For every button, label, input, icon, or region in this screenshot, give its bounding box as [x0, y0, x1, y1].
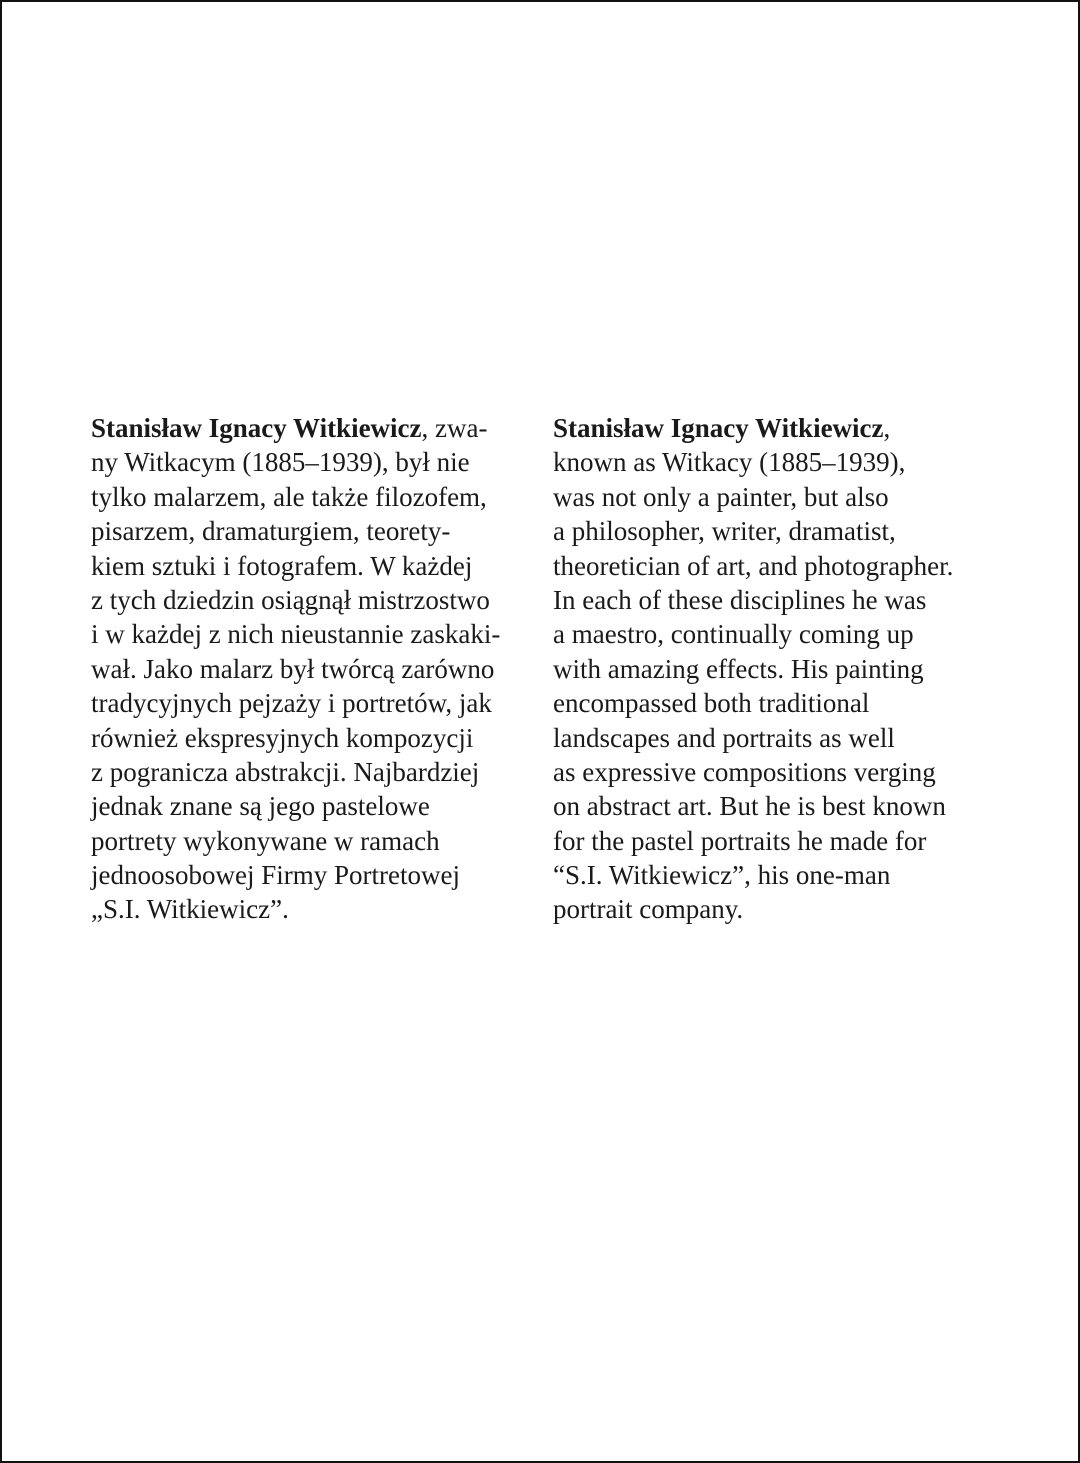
polish-line: pisarzem, dramaturgiem, teorety-	[91, 516, 451, 547]
english-line: “S.I. Witkiewicz”, his one-man	[553, 860, 891, 891]
english-line: known as Witkacy (1885–1939),	[553, 447, 906, 478]
english-line: encompassed both traditional	[553, 688, 870, 719]
polish-first-line	[91, 411, 500, 445]
polish-line: jednak znane są jego pastelowe	[91, 791, 430, 822]
polish-line: tradycyjnych pejzaży i portretów, jak	[91, 688, 492, 719]
polish-line: portrety wykonywane w ramach	[91, 825, 440, 856]
english-first-line-rest: ,	[883, 413, 891, 443]
english-line: for the pastel portraits he made for	[553, 825, 927, 856]
english-line: as expressive compositions verging	[553, 756, 936, 787]
polish-line: kiem sztuki i fotografem. W każdej	[91, 550, 473, 581]
polish-first-line-rest: , zwa-	[421, 413, 488, 443]
english-line: portrait company.	[553, 894, 744, 925]
polish-text-column	[91, 411, 500, 927]
english-line: with amazing effects. His painting	[553, 653, 924, 684]
english-line: a maestro, continually coming up	[553, 619, 914, 650]
polish-line: „S.I. Witkiewicz”.	[91, 894, 289, 925]
english-line: theoretician of art, and photographer.	[553, 550, 954, 581]
english-line: a philosopher, writer, dramatist,	[553, 516, 896, 547]
polish-author-name: Stanisław Ignacy Witkiewicz	[91, 413, 422, 443]
polish-line: i w każdej z nich nieustannie zaskaki-	[91, 619, 501, 650]
english-line: landscapes and portraits as well	[553, 722, 895, 753]
english-first-line	[553, 411, 953, 445]
polish-line: tylko malarzem, ale także filozofem,	[91, 481, 487, 512]
polish-line: z pogranicza abstrakcji. Najbardziej	[91, 756, 480, 787]
english-line: In each of these disciplines he was	[553, 584, 927, 615]
polish-line: jednoosobowej Firmy Portretowej	[91, 860, 460, 891]
english-text-column	[553, 411, 953, 927]
english-line: on abstract art. But he is best known	[553, 791, 946, 822]
polish-line: ny Witkacym (1885–1939), był nie	[91, 447, 470, 478]
english-author-name: Stanisław Ignacy Witkiewicz	[553, 413, 884, 443]
polish-line: z tych dziedzin osiągnął mistrzostwo	[91, 584, 490, 615]
polish-line: wał. Jako malarz był twórcą zarówno	[91, 653, 495, 684]
polish-line: również ekspresyjnych kompozycji	[91, 722, 474, 753]
english-line: was not only a painter, but also	[553, 481, 889, 512]
